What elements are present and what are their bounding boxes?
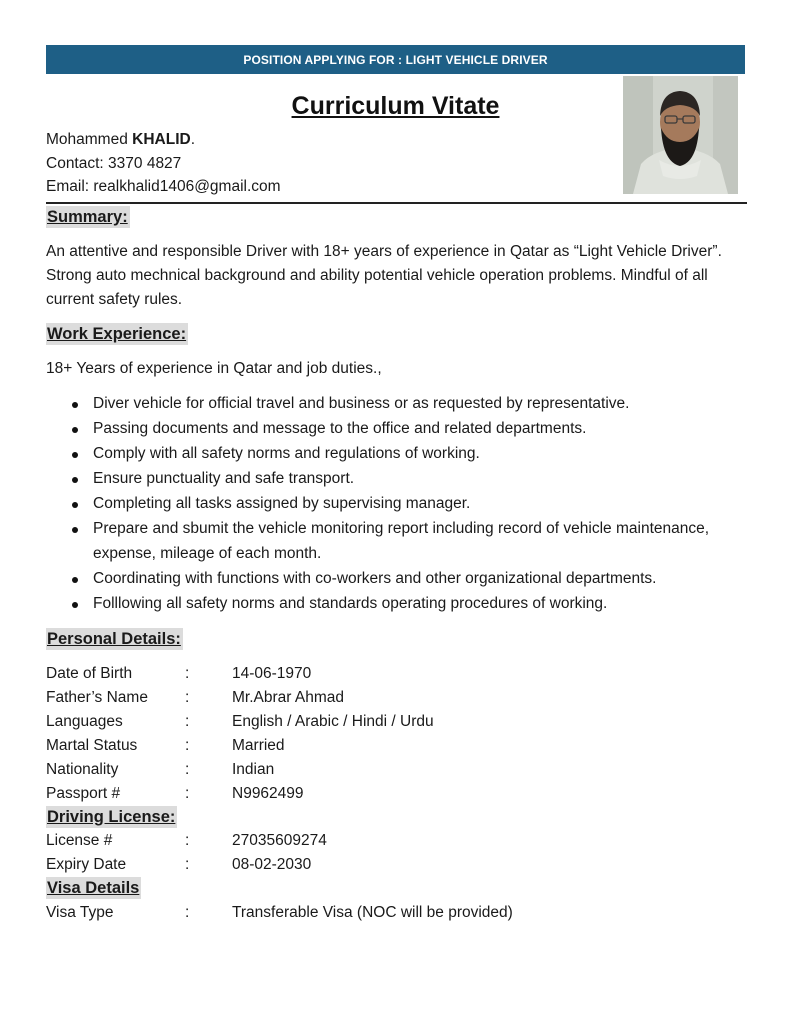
- work-experience-heading: Work Experience:: [47, 325, 187, 343]
- work-intro: 18+ Years of experience in Qatar and job duties.,: [46, 360, 382, 377]
- detail-row-languages: [46, 710, 746, 734]
- person-photo-icon: [623, 76, 738, 194]
- detail-separator: :: [185, 785, 190, 802]
- list-item: Ensure punctuality and safe transport.: [46, 467, 746, 492]
- detail-label: Languages: [46, 713, 123, 730]
- detail-row-license-number: [46, 829, 746, 853]
- contact-email: Email: realkhalid1406@gmail.com: [46, 178, 281, 195]
- list-item: Prepare and sbumit the vehicle monitoring report including record of vehicle maintenance, expense, mileage of each month.: [46, 517, 746, 566]
- profile-photo: [623, 76, 738, 194]
- detail-label: Expiry Date: [46, 856, 127, 873]
- personal-details-heading: Personal Details:: [47, 630, 181, 648]
- job-duties-list: [46, 392, 746, 617]
- summary-heading: Summary:: [47, 208, 128, 226]
- visa-details-heading: Visa Details: [47, 879, 140, 897]
- detail-row-marital: [46, 734, 746, 758]
- detail-label: Nationality: [46, 761, 119, 778]
- detail-label: License #: [46, 832, 113, 849]
- detail-value: 08-02-2030: [232, 856, 312, 873]
- list-item: Completing all tasks assigned by supervising manager.: [46, 492, 746, 517]
- detail-row-nationality: [46, 758, 746, 782]
- list-item: Diver vehicle for official travel and business or as requested by representative.: [46, 392, 746, 417]
- detail-label: Date of Birth: [46, 665, 133, 682]
- detail-separator: :: [185, 713, 190, 730]
- detail-label: Martal Status: [46, 737, 138, 754]
- detail-value: Mr.Abrar Ahmad: [232, 689, 344, 706]
- driving-license-heading: Driving License:: [47, 808, 176, 826]
- detail-separator: :: [185, 665, 190, 682]
- detail-value: 27035609274: [232, 832, 327, 849]
- detail-separator: :: [185, 904, 190, 921]
- detail-value: Married: [232, 737, 285, 754]
- detail-row-passport: [46, 782, 746, 806]
- detail-row-expiry: [46, 853, 746, 877]
- first-name: Mohammed: [46, 131, 133, 148]
- detail-separator: :: [185, 761, 190, 778]
- list-item: Passing documents and message to the office and related departments.: [46, 417, 746, 442]
- list-item: Coordinating with functions with co-workers and other organizational departments.: [46, 567, 746, 592]
- detail-separator: :: [185, 737, 190, 754]
- detail-row-dob: [46, 662, 746, 686]
- last-name: KHALID: [132, 131, 191, 148]
- summary-text: An attentive and responsible Driver with 18+ years of experience in Qatar as “Light Vehicle Driver”. Strong auto mechnical background and ability potential vehicle operation problems. Mindful of all current safety rules.: [46, 243, 722, 308]
- detail-value: 14-06-1970: [232, 665, 312, 682]
- position-banner: POSITION APPLYING FOR : LIGHT VEHICLE DRIVER: [46, 45, 745, 74]
- detail-separator: :: [185, 689, 190, 706]
- detail-separator: :: [185, 832, 190, 849]
- detail-row-visa-type: [46, 901, 746, 925]
- contact-phone: Contact: 3370 4827: [46, 155, 182, 172]
- detail-value: English / Arabic / Hindi / Urdu: [232, 713, 434, 730]
- detail-label: Passport #: [46, 785, 121, 802]
- detail-value: Transferable Visa (NOC will be provided): [232, 904, 513, 921]
- candidate-name: [46, 131, 195, 149]
- detail-label: Father’s Name: [46, 689, 148, 706]
- detail-value: N9962499: [232, 785, 304, 802]
- detail-row-father: [46, 686, 746, 710]
- detail-value: Indian: [232, 761, 275, 778]
- list-item: Folllowing all safety norms and standards operating procedures of working.: [46, 592, 746, 617]
- list-item: Comply with all safety norms and regulations of working.: [46, 442, 746, 467]
- detail-label: Visa Type: [46, 904, 114, 921]
- detail-separator: :: [185, 856, 190, 873]
- document-title: Curriculum Vitate: [291, 92, 500, 120]
- name-suffix: .: [190, 131, 196, 148]
- header-divider: [46, 202, 747, 204]
